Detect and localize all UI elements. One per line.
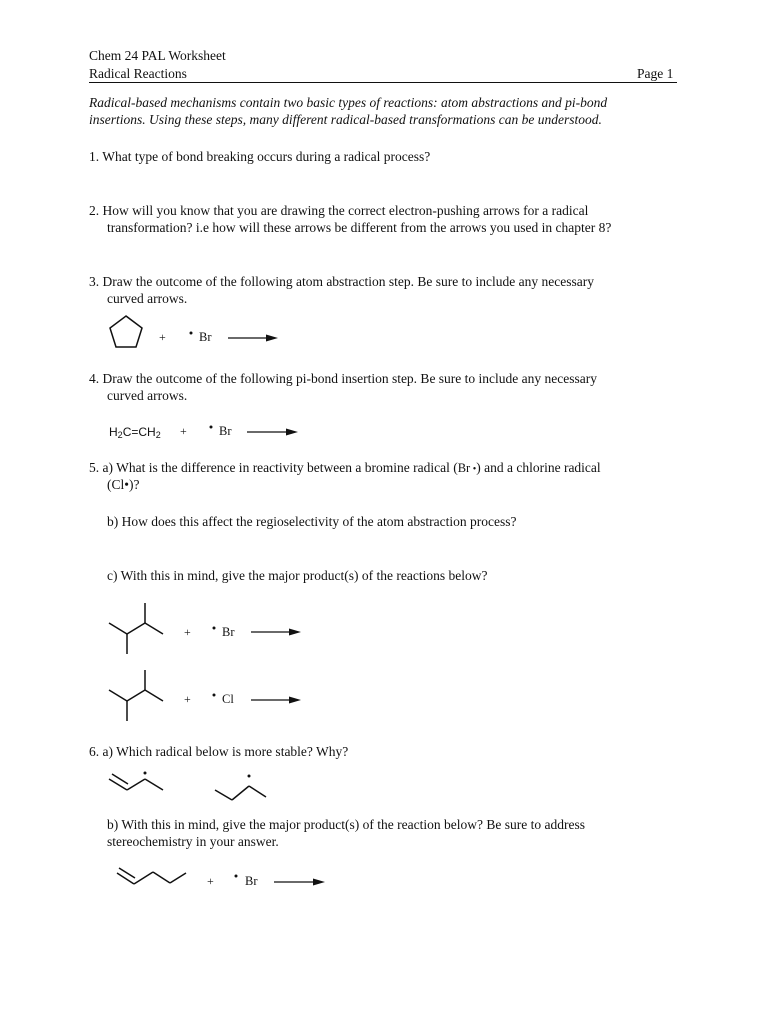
- q3-reagent-br: Br: [199, 330, 212, 344]
- question-6b-line-2: stereochemistry in your answer.: [107, 834, 279, 849]
- ethylene-sub2: 2: [155, 430, 161, 440]
- question-5b: b) How does this affect the regioselectivity of the atom abstraction process?: [107, 514, 517, 529]
- page-label: Page: [637, 66, 664, 81]
- question-1: 1. What type of bond breaking occurs during a radical process?: [89, 149, 431, 164]
- worksheet-title: Chem 24 PAL Worksheet: [89, 48, 226, 63]
- q6-arrowhead: [313, 879, 325, 886]
- q5a-bromine-radical: Br: [457, 461, 471, 475]
- question-5c: c) With this in mind, give the major product(s) of the reactions below?: [107, 568, 488, 583]
- q5-rxn1-reagent-br: Br: [222, 625, 235, 639]
- q6-radical-dot: [235, 875, 238, 878]
- question-5a-line-2: (Cl•)?: [107, 477, 140, 492]
- q5-rxn2-plus: +: [184, 692, 191, 706]
- butene-structure: [117, 868, 186, 884]
- question-3-line-2: curved arrows.: [107, 291, 188, 306]
- question-4-line-1: 4. Draw the outcome of the following pi-bond insertion step. Be sure to include any necessary: [89, 371, 597, 386]
- question-2-line-1: 2. How will you know that you are drawing the correct electron-pushing arrows for a radical: [89, 203, 589, 218]
- question-6a: 6. a) Which radical below is more stable? Why?: [89, 744, 349, 759]
- ethylene-h1: H: [109, 425, 118, 439]
- q6-plus: +: [207, 874, 214, 888]
- q5-rxn2-reagent-cl: Cl: [222, 692, 234, 706]
- q6-reagent-br: Br: [245, 874, 258, 888]
- ethylene-sub1: 2: [117, 430, 123, 440]
- q4-reagent-br: Br: [219, 424, 232, 438]
- q5a-radical-dot: •: [470, 464, 477, 475]
- q5-rxn1-plus: +: [184, 625, 191, 639]
- ethylene-core: C=CH: [122, 425, 156, 439]
- question-6b-line-1: b) With this in mind, give the major product(s) of the reaction below? Be sure to address: [107, 817, 585, 832]
- intro-line-1: Radical-based mechanisms contain two basic types of reactions: atom abstractions and pi-bond: [89, 95, 608, 110]
- q3-plus: +: [159, 330, 166, 344]
- worksheet-subtitle: Radical Reactions: [89, 66, 187, 81]
- question-4-line-2: curved arrows.: [107, 388, 188, 403]
- q5a-text-end: ) and a chlorine radical: [476, 460, 601, 475]
- page-number-value: 1: [666, 66, 674, 81]
- question-2-line-2: transformation? i.e how will these arrows be different from the arrows you used in chapter 8?: [107, 220, 612, 235]
- q5a-text-start: 5. a) What is the difference in reactivity between a bromine radical (: [89, 460, 458, 475]
- question-3-line-1: 3. Draw the outcome of the following atom abstraction step. Be sure to include any necessary: [89, 274, 594, 289]
- q4-plus: +: [180, 424, 187, 438]
- intro-line-2: insertions. Using these steps, many different radical-based transformations can be understood.: [89, 112, 602, 127]
